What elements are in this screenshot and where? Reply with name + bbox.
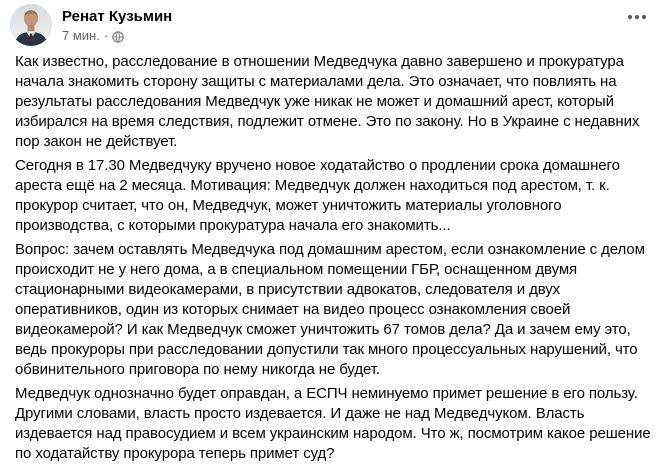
post-meta xyxy=(62,28,621,44)
author-name[interactable]: Ренат Кузьмин xyxy=(62,8,173,25)
avatar[interactable] xyxy=(10,4,52,46)
post-paragraph-1: Как известно, расследование в отношении Медведчука давно завершено и прокуратура начала знакомить сторону защиты с материалами дела. Это означает, что повлиять на результаты расследования Медведчук уже никак не может и домашний арест, который избирался на время следствия, подлежит отмене. Это по закону. Но в Украине с недавних пор закон не действует. xyxy=(15,53,640,150)
post-header-info xyxy=(62,4,621,44)
post-paragraph-4: Медведчук однозначно будет оправдан, а ЕСПЧ неминуемо примет решение в его пользу. Другими словами, власть просто издевается. И даже не над Медведчуком. Власть издевается над правосудием и всем украинским народом. Что ж, посмотрим какое решение по ходатайству прокурора теперь примет суд? xyxy=(15,385,651,462)
profile-photo-icon xyxy=(10,4,52,46)
post-paragraph-2: Сегодня в 17.30 Медведчуку вручено новое ходатайство о продлении срока домашнего ареста ещё на 2 месяца. Мотивация: Медведчук должен находиться под арестом, т. к. прокурор считает, что он, Медведчук, может уничтожить материалы уголовного производства, с которыми прокуратура начала его знакомить... xyxy=(15,157,620,234)
globe-icon xyxy=(112,31,124,43)
timestamp[interactable]: 7 мин. xyxy=(62,28,100,43)
ellipsis-icon xyxy=(627,14,647,20)
meta-separator: · xyxy=(103,28,109,43)
post-paragraph-3: Вопрос: зачем оставлять Медведчука под домашним арестом, если ознакомление с делом происходит не у него дома, а в специальном помещении ГБР, оснащенном двумя стационарными видеокамерами, в присутствии адвокатов, следователя и двух оперативников, один из которых снимает на видео процесс ознакомления своей видеокамерой? И как Медведчук сможет уничтожить 67 томов дела? Да и зачем ему это, ведь прокуроры при расследовании допустили так много процессуальных нарушений, что обвинительного приговора по нему никогда не будет. xyxy=(15,241,645,378)
post-header xyxy=(0,0,669,51)
more-options-button[interactable] xyxy=(621,4,653,30)
post-text xyxy=(0,51,669,464)
